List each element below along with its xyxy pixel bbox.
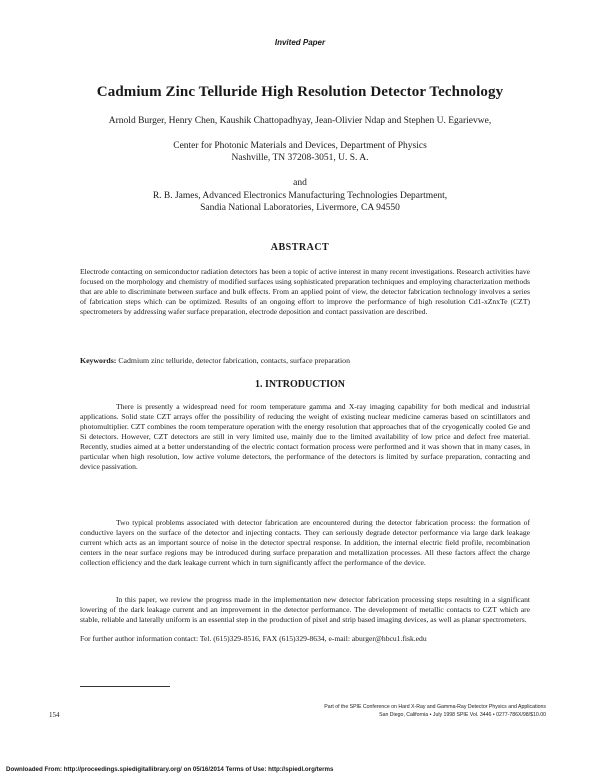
conference-line-2: San Diego, California • July 1998 SPIE Vol. 3446 • 0277-786X/98/$10.00 xyxy=(379,712,546,718)
intro-heading: 1. INTRODUCTION xyxy=(254,379,345,390)
and-separator: and xyxy=(293,178,307,188)
conference-line-1: Part of the SPIE Conference on Hard X-Ray and Gamma-Ray Detector Physics and Applications xyxy=(324,704,546,710)
affiliation-2-line-1: R. B. James, Advanced Electronics Manufacturing Technologies Department, xyxy=(152,191,448,201)
affiliation-2-line-2: Sandia National Laboratories, Livermore, CA 94550 xyxy=(200,203,400,213)
page-number: 154 xyxy=(49,711,60,719)
footnote-divider xyxy=(80,686,170,687)
conference-info xyxy=(300,703,546,719)
intro-paragraph-2: Two typical problems associated with detector fabrication are encountered during the detector fabrication process: the formation of conductive layers on the surface of the detector and injecting contacts. They can seriously degrade detector performance via large dark leakage current which acts as an important source of noise in the detector spectral response. In addition, the internal electric field profile, recombination centers in the near surface regions may be introduced during surface preparation and metallization processes. All these factors affect the charge collection efficiency and the dark leakage current which in turn significantly affect the performance of the device. xyxy=(80,518,530,567)
affiliation-1 xyxy=(80,140,520,164)
keywords xyxy=(80,356,530,366)
keywords-label: Keywords: xyxy=(80,356,117,365)
affiliation-2 xyxy=(80,190,520,214)
abstract-text: Electrode contacting on semiconductor radiation detectors has been a topic of active interest in many recent investigations. Research activities have focused on the morphology and chemistry of modified surfaces using sophisticated preparation techniques and employing characterization methods that are able to discriminate between surface and bulk effects. From an applied point of view, the detector fabrication technology involves a series of fabrication steps which can be optimized. Results of an ongoing effort to improve the performance of high resolution Cd1-xZnxTe (CZT) spectrometers by addressing wafer surface preparation, electrode deposition and contact passivation are described. xyxy=(80,267,530,316)
intro-paragraph-3: In this paper, we review the progress made in the implementation new detector fabrication processing steps resulting in a significant lowering of the dark leakage current and an improvement in the detector performance. The development of metallic contacts to CZT which are stable, reliable and laterally uniform is an essential step in the production of pixel and strip based imaging devices, as well as planar spectrometers. xyxy=(80,595,530,624)
affiliation-1-line-2: Nashville, TN 37208-3051, U. S. A. xyxy=(231,153,369,163)
authors: Arnold Burger, Henry Chen, Kaushik Chattopadhyay, Jean-Olivier Ndap and Stephen U. Egarievwe, xyxy=(108,116,492,126)
affiliation-1-line-1: Center for Photonic Materials and Devices, Department of Physics xyxy=(173,141,427,151)
download-notice: Downloaded From: http://proceedings.spiedigitallibrary.org/ on 05/16/2014 Terms of Use: http://spiedl.org/terms xyxy=(6,766,334,773)
abstract-heading: ABSTRACT xyxy=(270,242,330,253)
author-contact-footnote: For further author information contact: Tel. (615)329-8516, FAX (615)329-8634, e-mail: aburger@hbcu1.fisk.edu xyxy=(80,634,427,643)
keywords-text: Cadmium zinc telluride, detector fabrication, contacts, surface preparation xyxy=(116,356,350,365)
invited-paper-label: Invited Paper xyxy=(274,38,326,47)
intro-paragraph-1: There is presently a widespread need for room temperature gamma and X-ray imaging capability for both medical and industrial applications. Solid state CZT arrays offer the possibility of reducing the weight of existing nuclear medicine cameras based on scintillators and photomultiplier. CZT combines the room temperature operation with the energy resolution that approaches that of the cryogenically cooled Ge and Si detectors. However, CZT detectors are still in very limited use, mainly due to the limited availability of low price and defect free material. Recently, studies aimed at a better understanding of the electric contact formation process were performed and it was shown that in many cases, in particular when high resolution, low active volume detectors, the performance of the detectors is limited by surface preparation, contacting and device passivation. xyxy=(80,402,530,471)
paper-title: Cadmium Zinc Telluride High Resolution Detector Technology xyxy=(96,84,504,100)
